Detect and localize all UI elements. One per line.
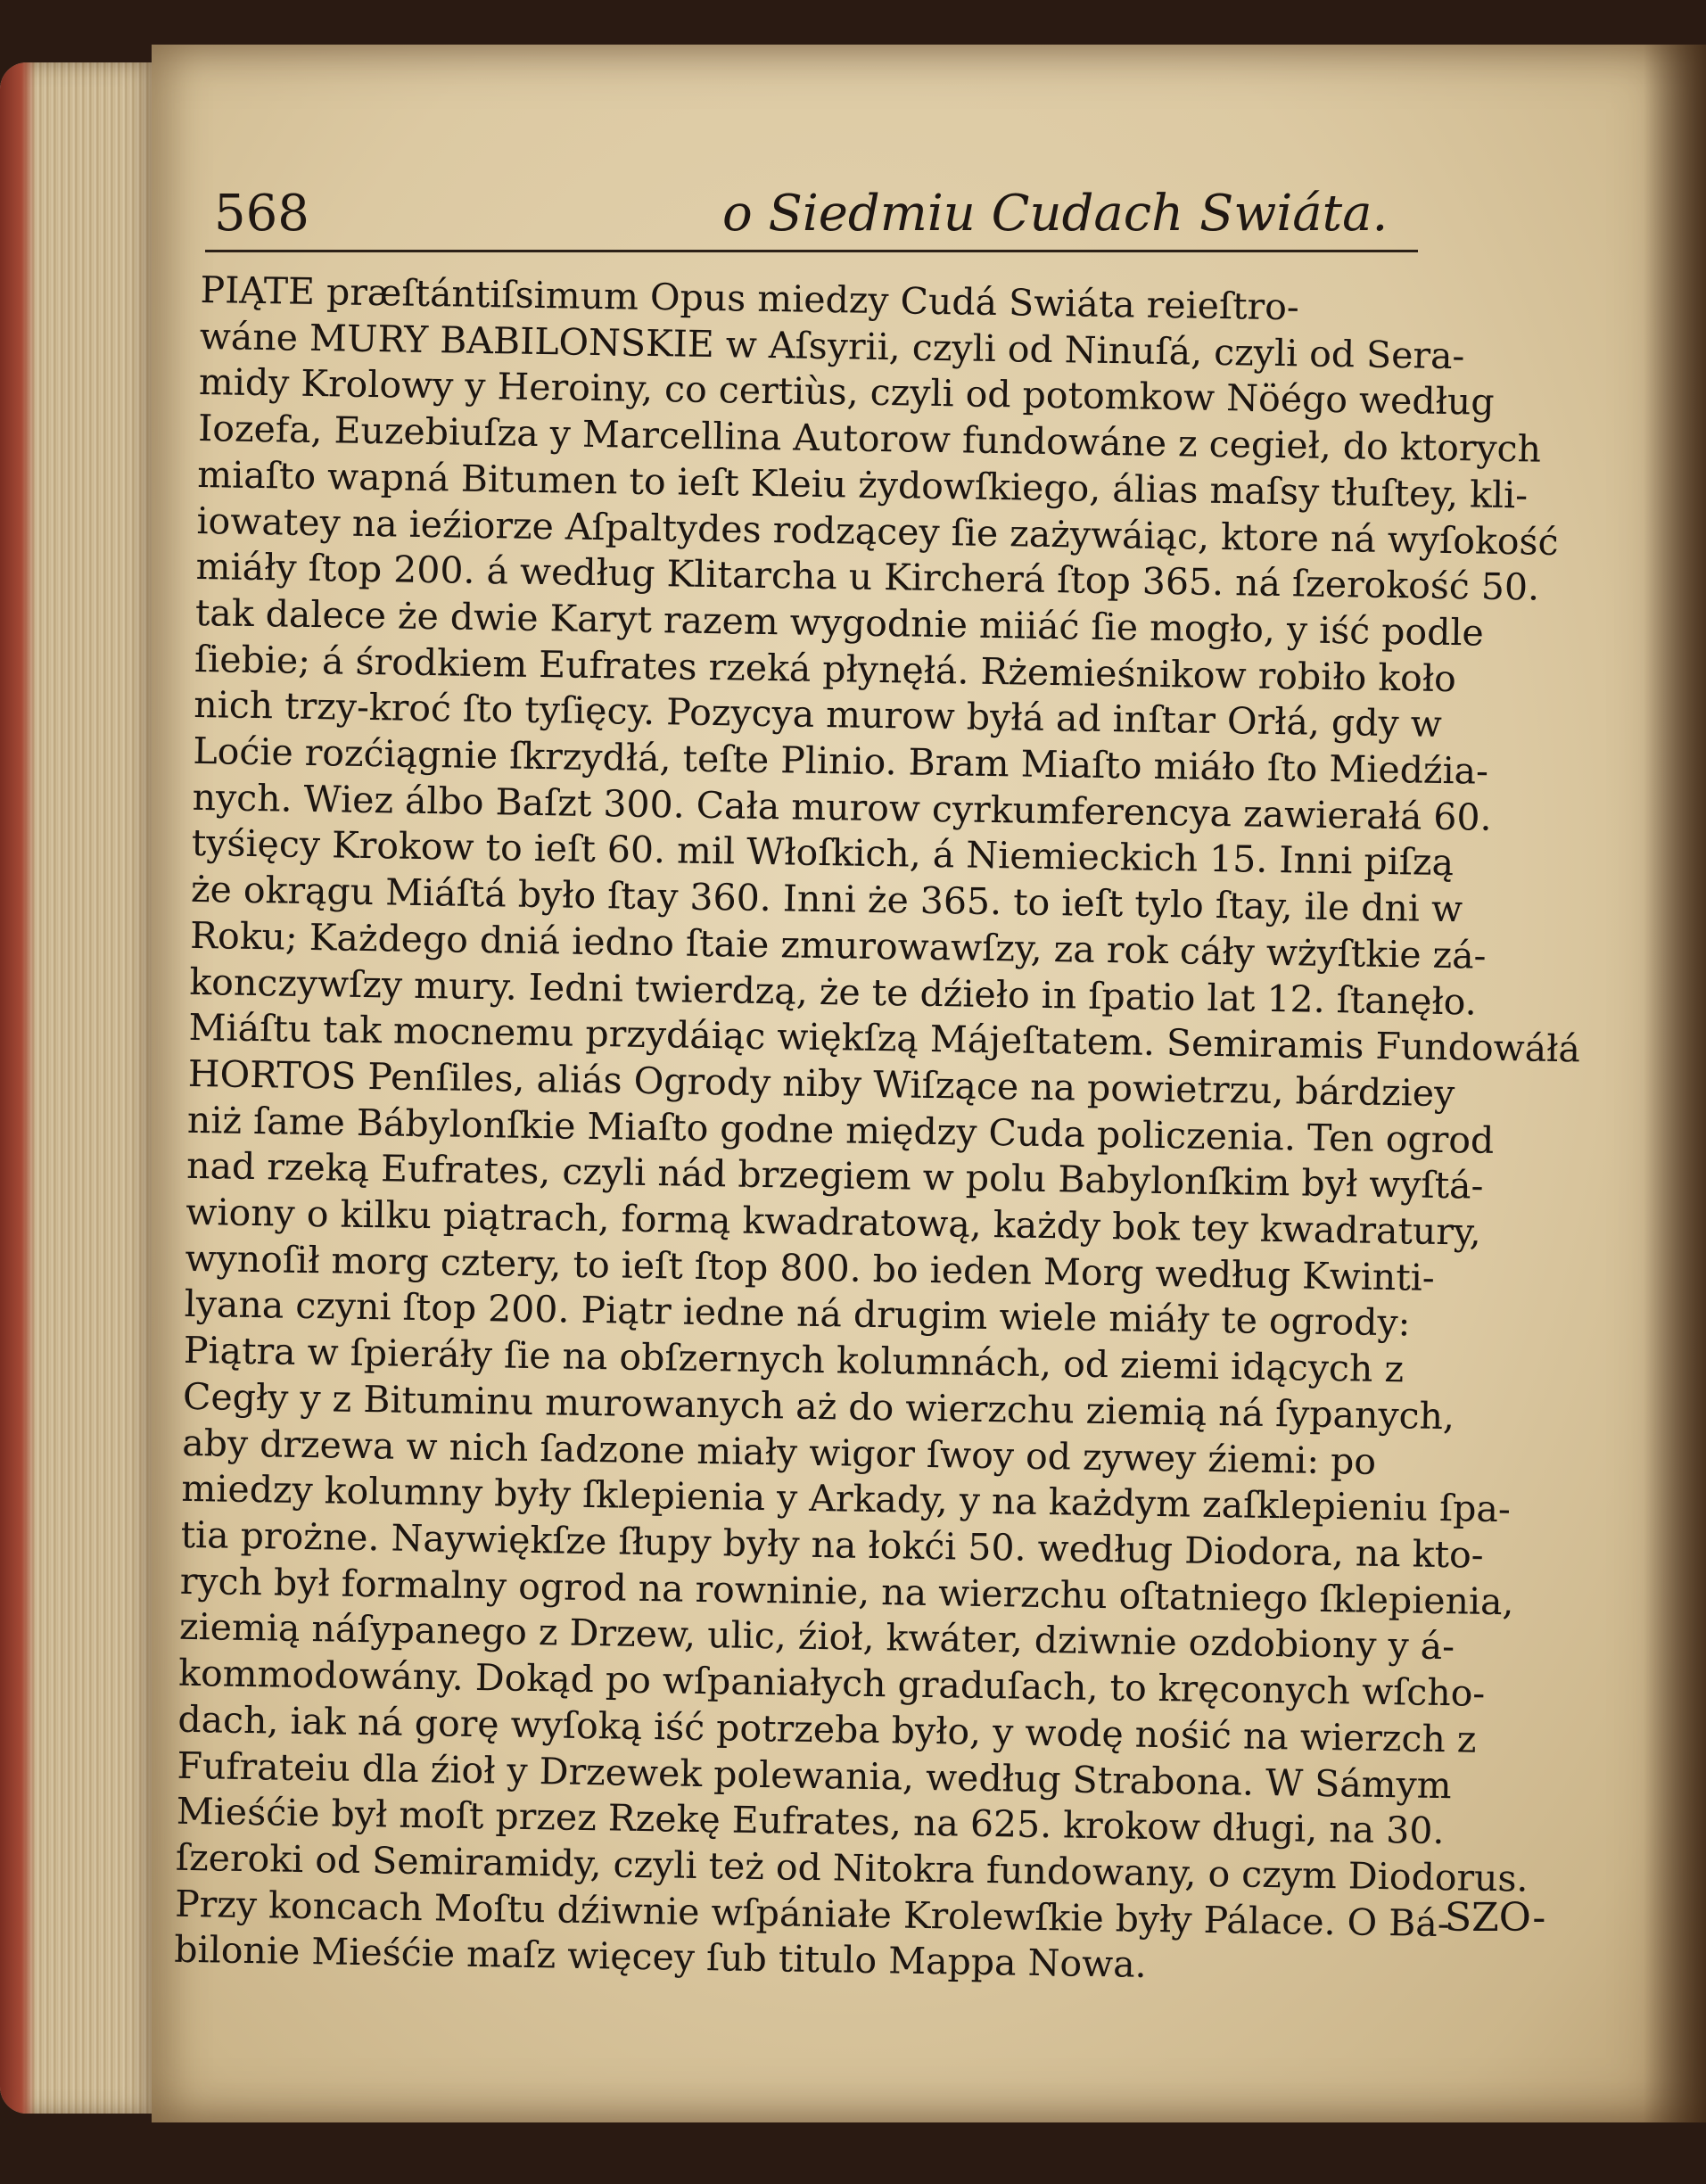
text-line: midy Krolowy y Heroiny, co certiùs, czyli od potomkow Nöégo według [198,360,1495,424]
text-line: ſzeroki od Semiramidy, czyli też od Nitokra fundowany, o czym Diodorus. [175,1835,1529,1900]
text-line: tak dalece że dwie Karyt razem wygodnie miiáć ſie mogło, y iść podle [194,590,1485,655]
text-line: rych był formalny ogrod na rowninie, na wierzchu oſtatniego ſklepienia, [179,1559,1514,1623]
text-line: że okrągu Miáſtá było ſtay 360. Inni że 365. to ieſt tylo ſtay, ile dni w [190,868,1463,931]
body-text [174,268,1610,1996]
text-line: nych. Wiez álbo Baſzt 300. Cała murow cyrkumferencya zawierałá 60. [192,775,1492,839]
text-line: konczywſzy mury. Iedni twierdzą, że te dźieło in ſpatio lat 12. ſtanęło. [189,960,1478,1024]
text-line: miedzy kolumny były ſklepienia y Arkady, y na każdym zaſklepieniu ſpa- [181,1467,1512,1531]
running-head [205,178,1418,252]
text-line: Roku; Każdego dniá iedno ſtaie zmurowawſzy, za rok cáły wżyſtkie zá- [189,913,1487,977]
text-line: wiony o kilku piątrach, formą kwadratową, każdy bok tey kwadratury, [185,1190,1482,1254]
text-line: PIĄTE præſtántiſsimum Opus miedzy Cudá Swiáta reieſtro- [200,268,1300,329]
text-line: miaſto wapná Bitumen to ieſt Kleiu żydowſkiego, álias maſsy tłuſtey, kli- [196,452,1529,517]
text-line: nad rzeką Eufrates, czyli nád brzegiem w polu Babylonſkim był wyſtá- [185,1144,1484,1208]
text-line: tia prożne. Naywiękſze ſłupy były na łokći 50. według Diodora, na kto- [180,1512,1484,1577]
page-gutter-shadow [1644,45,1706,2122]
text-line: Cegły y z Bituminu murowanych aż do wierzchu ziemią ná ſypanych, [182,1374,1455,1438]
book-red-edge [0,62,36,2114]
text-line: lyana czyni ſtop 200. Piątr iedne ná drugim wiele miáły te ogrody: [184,1282,1411,1345]
text-line: bilonie Mieśćie maſz więcey ſub titulo Mappa Nowa. [173,1928,1148,1987]
running-head-title: o Siedmiu Cudach Swiáta. [722,185,1389,243]
text-line: HORTOS Penſiles, aliás Ogrody niby Wiſzące na powietrzu, bárdziey [187,1051,1455,1116]
text-line: kommodowány. Dokąd po wſpaniałych graduſach, to kręconych wſcho- [177,1651,1486,1715]
text-line: ſiebie; á środkiem Eufrates rzeká płynęłá. Rżemieśnikow robiło koło [194,637,1457,700]
text-line: Loćie rozćiągnie ſkrzydłá, teſte Plinio. Bram Miaſto miáło ſto Miedźia- [193,729,1489,793]
text-line: wáne MURY BABILONSKIE w Aſsyrii, czyli od Ninuſá, czyli od Sera- [199,314,1465,377]
text-line: iowatey na ieźiorze Aſpaltydes rodzącey ſie zażywáiąc, ktore ná wyſokość [196,499,1559,564]
text-line: Piątra w ſpieráły ſie na obſzernych kolumnách, od ziemi idących z [183,1329,1405,1391]
text-line: miáły ſtop 200. á według Klitarcha u Kircherá ſtop 365. ná ſzerokość 50. [195,545,1540,609]
text-line: tyśięcy Krokow to ieſt 60. mil Włoſkich, á Niemieckich 15. Inni piſzą [191,821,1455,885]
text-line: Miáſtu tak mocnemu przydáiąc więkſzą Májeſtatem. Semiramis Fundowáłá [188,1006,1581,1071]
text-line: wynoſił morg cztery, to ieſt ſtop 800. bo ieden Morg według Kwinti- [185,1236,1436,1299]
text-line: aby drzewa w nich ſadzone miały wigor ſwoy od zywey źiemi: po [181,1421,1377,1483]
text-line: Fufrateiu dla źioł y Drzewek polewania, według Strabona. W Sámym [177,1743,1453,1807]
book-page [152,45,1706,2122]
text-line: nich trzy-kroć ſto tyſięcy. Pozycya murow byłá ad inſtar Orłá, gdy w [193,683,1443,746]
text-line: Mieśćie był moſt przez Rzekę Eufrates, na 625. krokow długi, na 30. [176,1789,1445,1853]
text-line: niż ſame Bábylonſkie Miaſto godne między Cuda policzenia. Ten ogrod [186,1098,1495,1162]
text-line: Przy koncach Moſtu dźiwnie wſpániałe Krolewſkie były Pálace. O Bá- [174,1882,1451,1945]
text-line: Iozefa, Euzebiuſza y Marcellina Autorow fundowáne z cegieł, do ktorych [197,407,1542,471]
text-line: ziemią náſypanego z Drzew, ulic, źioł, kwáter, dziwnie ozdobiony y á- [178,1605,1455,1669]
page-number: 568 [214,185,309,243]
text-line: dach, iak ná gorę wyſoką iść potrzeba było, y wodę nośić na wierzch z [177,1697,1477,1761]
catchword: SZO- [1445,1895,1546,1941]
